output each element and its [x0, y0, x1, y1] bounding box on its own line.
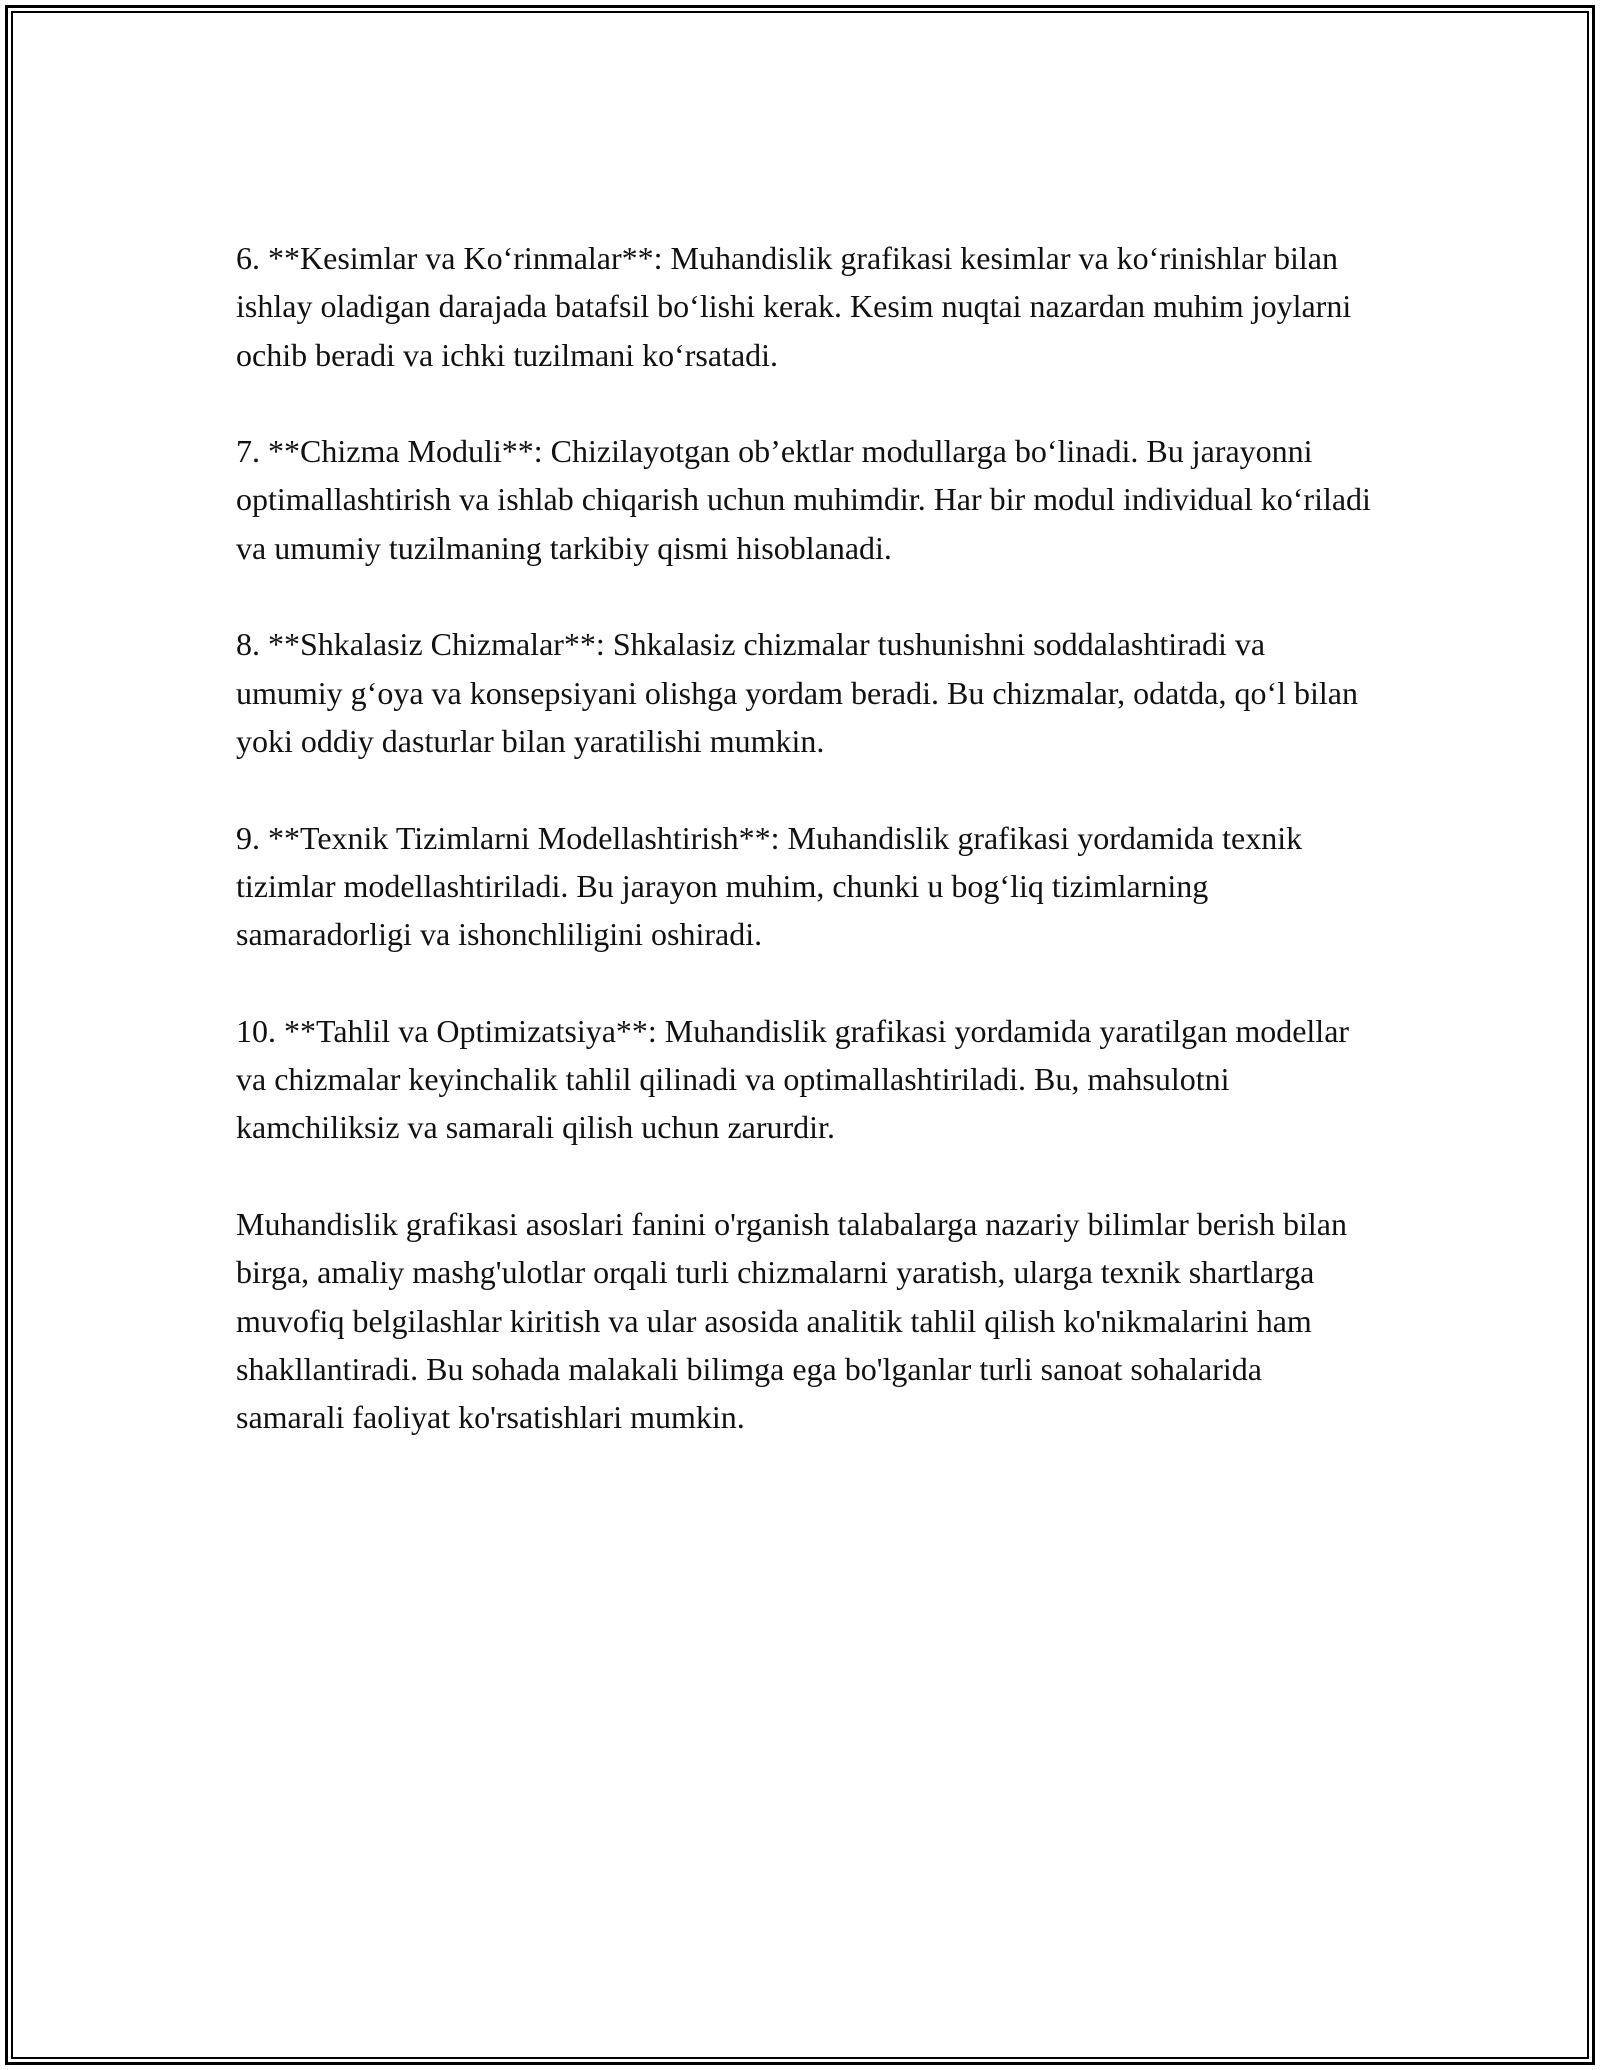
document-body [236, 234, 1376, 1441]
paragraph-item-9: 9. **Texnik Tizimlarni Modellashtirish**: Muhandislik grafikasi yordamida texnik tizimlar modellashtiriladi. Bu jarayon muhim, chunki u bog‘liq tizimlarning samaradorligi va ishonchliligini oshiradi. [236, 819, 1303, 953]
paragraph-item-8: 8. **Shkalasiz Chizmalar**: Shkalasiz chizmalar tushunishni soddalashtiradi va umumiy g‘oya va konsepsiyani olishga yordam beradi. Bu chizmalar, odatda, qo‘l bilan yoki oddiy dasturlar bilan yaratilishi mumkin. [236, 626, 1358, 759]
paragraph-item-6: 6. **Kesimlar va Ko‘rinmalar**: Muhandislik grafikasi kesimlar va ko‘rinishlar bilan ishlay oladigan darajada batafsil bo‘lishi kerak. Kesim nuqtai nazardan muhim joylarni ochib beradi va ichki tuzilmani ko‘rsatadi. [236, 240, 1352, 373]
paragraph-item-10: 10. **Tahlil va Optimizatsiya**: Muhandislik grafikasi yordamida yaratilgan modellar va chizmalar keyinchalik tahlil qilinadi va optimallashtiriladi. Bu, mahsulotni kamchiliksiz va samarali qilish uchun zarurdir. [236, 1012, 1350, 1146]
paragraph-conclusion: Muhandislik grafikasi asoslari fanini o'rganish talabalarga nazariy bilimlar berish bilan birga, amaliy mashg'ulotlar orqali turli chizmalarni yaratish, ularga texnik shartlarga muvofiq belgilashlar kiritish va ular asosida analitik tahlil qilish ko'nikmalarini ham shakllantiradi. Bu sohada malakali bilimga ega bo'lganlar turli sanoat sohalarida samarali faoliyat ko'rsatishlari mumkin. [236, 1205, 1347, 1436]
paragraph-item-7: 7. **Chizma Moduli**: Chizilayotgan ob’ektlar modullarga bo‘linadi. Bu jarayonni optimallashtirish va ishlab chiqarish uchun muhimdir. Har bir modul individual ko‘riladi va umumiy tuzilmaning tarkibiy qismi hisoblanadi. [236, 433, 1371, 566]
